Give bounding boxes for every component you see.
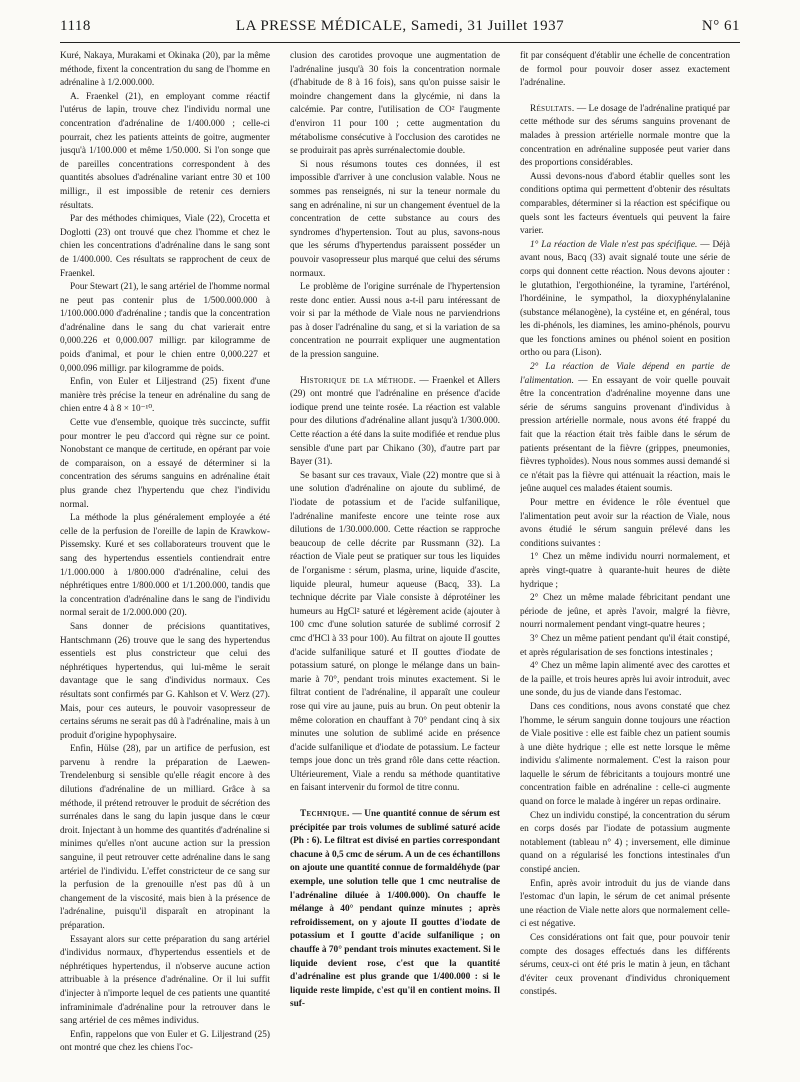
section-gap: [520, 91, 730, 103]
paragraph: A. Fraenkel (21), en employant comme réactif l'utérus de lapin, trouve chez l'individu normal une concentration d'adrénaline de 1/400.000 ; celle-ci pourrait, chez les patients atteints de goitre, augmenter jusqu'à 1/100.000 et même 1/50.000. Si l'on songe que de pareilles concentrations correspondent à des quantités absolues d'adrénaline variant entre 30 et 100 milligr., il est impossible de retenir ces derniers résultats.: [60, 91, 270, 211]
paragraph: Kuré, Nakaya, Murakami et Okinaka (20), par la même méthode, fixent la concentration du sang de l'homme en adrénaline à 1/2.000.000.: [60, 51, 270, 89]
section-heading-resultats: Résultats.: [530, 103, 575, 114]
running-header: [60, 18, 740, 40]
paragraph-text: — Le dosage de l'adrénaline pratiqué par cette méthode sur des sérums sanguins provenant de malades à pression artérielle normale montre que la concentration en adrénaline supposée peut varier dans des proportions considérables.: [520, 103, 730, 169]
paragraph: Aussi devons-nous d'abord établir quelles sont les conditions optima qui permettent d'obtenir des résultats comparables, déterminer si la réaction est spécifique ou quels sont les facteurs éventuels qui peuvent la faire varier.: [520, 171, 730, 237]
header-rule: [60, 42, 740, 43]
paragraph: Enfin, Hülse (28), par un artifice de perfusion, est parvenu à rendre la préparation de Laewen-Trendelenburg si sensible qu'elle réagit encore à des dilutions d'adrénaline de un milliard. Grâce à sa méthode, il prétend retrouver le produit de sécrétion des surrénales dans le sang du lapin jusque dans le cœur droit. Injectant à un homme des quantités d'adrénaline si minimes qu'elles n'ont aucune action sur la pression sanguine, il peut retrouver cette adrénaline dans le sang artériel de l'individu. L'effet constricteur de ce sang sur la perfusion de la grenouille n'est pas dû à un changement de la viscosité, mais bien à la présence de l'adrénaline, puisqu'il disparaît en atropinant la préparation.: [60, 744, 270, 931]
paragraph-text: — En essayant de voir quelle pouvait être la concentration d'adrénaline moyenne dans une série de sérums sanguins provenant d'individus à pression artérielle normale, nous avons été frappé du fait que la réaction était très faible dans le sérum de patients présentant de la fièvre (grippes, pneumonies, fièvres typhoïdes). Nous nous sommes aussi demandé si ce n'était pas la fièvre qui atténuait la réaction, mais le jeûne auquel ces malades étaient soumis.: [520, 375, 730, 495]
paragraph: [520, 239, 730, 361]
paragraph-text: — Déjà avant nous, Bacq (33) avait signalé toute une série de corps qui donnent cette réaction. Nous devons ajouter : le glutathion, l'ergothionéine, la tyramine, l'artérénol, l'hordéinine, le sympathol, la dioxyphénylalanine (substance mélanogène), la cystéine et, en général, tous les di-phénols, les diamines, les amino-phénols, pourvu que les fonctions amines ou phénol soient en position ortho ou para (Lison).: [520, 239, 730, 359]
paragraph: Se basant sur ces travaux, Viale (22) montre que si à une solution d'adrénaline on ajoute du sublimé, de l'iodate de potassium et de l'acide sulfanilique, l'adrénaline manifeste encore une teinte rose aux dilutions de 1/30.000.000. Cette réaction se rapproche beaucoup de celle décrite par Russmann (32). La réaction de Viale peut se pratiquer sur tous les liquides de l'organisme : sérum, plasma, urine, liquide d'ascite, liquide pleural, humeur aqueuse (Bacq, 33). La technique décrite par Viale consiste à déprotéiner les humeurs au HgCl² saturé et légèrement acide (ajouter à 100 cmc d'une solution saturée de sublimé corrosif 2 cmc d'HCl à 33 pour 100). Au filtrat on ajoute II gouttes d'acide sulfanilique saturé et II gouttes d'iodate de potassium saturé, on plonge le mélange dans un bain-marie à 70°, pendant trois minutes exactement. Si le filtrat contient de l'adrénaline, il apparaît une couleur rose qui vire au jaune, puis au brun. On peut obtenir la même coloration en chauffant à 70° pendant cinq à six minutes une solution de sublimé acide en présence d'acide sulfanilique et d'iodate de potassium. Le facteur temps joue donc un très grand rôle dans cette réaction. Ultérieurement, Viale a rendu sa méthode quantitative en faisant intervenir du formol de titre connu.: [290, 470, 500, 794]
paragraph: Si nous résumons toutes ces données, il est impossible d'arriver à une conclusion valable. Nous ne sommes pas renseignés, ni sur la teneur normale du sang en adrénaline, ni sur un changement éventuel de la concentration de cette substance au cours des syndromes d'hypertension. Tout au plus, savons-nous que les sérums d'hypertendus paraissent posséder un pouvoir vasopresseur plus marqué que celui des sérums normaux.: [290, 159, 500, 279]
section-heading-historique: Historique de la méthode.: [300, 375, 417, 386]
paragraph: Essayant alors sur cette préparation du sang artériel d'individus normaux, d'hypertendus essentiels et de néphrétiques hypertendus, il n'observe aucune action attribuable à la présence d'adrénaline. Or il lui suffit d'injecter à n'importe lequel de ces patients une quantité inframinimale d'adrénaline pour la retrouver dans le sang artériel de ces mêmes individus.: [60, 934, 270, 1027]
section-gap: [290, 363, 500, 375]
subsection-title: 2° La réaction de Viale dépend en partie de l'alimentation.: [520, 362, 730, 386]
paragraph: Pour Stewart (21), le sang artériel de l'homme normal ne peut pas contenir plus de 1/500.000.000 à 1/100.000.000 d'adrénaline ; tandis que la concentration d'adrénaline dans le sang du chat varierait entre 0,000.226 et 0,000.007 milligr. par kilogramme de poids d'animal, et pour le chien entre 0,000.227 et 0,000.096 milligr. par kilogramme de poids.: [60, 282, 270, 374]
column-2: [290, 50, 500, 1070]
paragraph: La méthode la plus généralement employée a été celle de la perfusion de l'oreille de lapin de Krawkow-Pissemsky. Kuré et ses collaborateurs trouvent que le sang des hypertendus essentiels contiendrait entre 1/1.000.000 à 1/800.000 d'adrénaline, celui des néphrétiques entre 1/800.000 et 1/1.200.000, tandis que la concentration d'adrénaline dans le sang de l'individu normal serait de 1/2.000.000 (20).: [60, 513, 270, 619]
issue-number: N° 61: [701, 18, 740, 34]
paragraph: clusion des carotides provoque une augmentation de l'adrénaline jusqu'à 30 fois la concentration normale (d'habitude de 8 à 16 fois), sans qu'on puisse saisir le moindre changement dans la glycémie, ni dans la calcémie. Par contre, l'utilisation de CO² l'augmente d'environ 11 pour 100 ; cette augmentation du métabolisme consécutive à l'occlusion des carotides ne se produirait pas après surrénalectomie double.: [290, 51, 500, 157]
paragraph: Sans donner de précisions quantitatives, Hantschmann (26) trouve que le sang des hypertendus essentiels est plus constricteur que celui des néphrétiques hypertendus, qui lui-même le serait davantage que le sang d'individus normaux. Ces résultats sont confirmés par G. Kahlson et V. Werz (27). Mais, pour ces auteurs, le pouvoir vasopresseur de certains sérums ne serait pas dû à l'adrénaline, mais à un produit d'origine hypophysaire.: [60, 621, 270, 741]
paragraph: [290, 808, 500, 1012]
page-number: 1118: [60, 18, 91, 34]
subsection-title: 1° La réaction de Viale n'est pas spécifique.: [530, 239, 698, 250]
list-item: 2° Chez un même malade fébricitant pendant une période de jeûne, et après l'avoir, malgré la fièvre, nourri normalement pendant vingt-quatre heures ;: [520, 593, 730, 631]
paragraph-text: — Une quantité connue de sérum est précipitée par trois volumes de sublimé saturé acide (Ph : 6). Le filtrat est divisé en parties correspondant chacune à 0,5 cmc de sérum. A un de ces échantillons on ajoute une quantité connue de formaldéhyde (par exemple, une solution telle que 1 cmc neutralise de l'adrénaline diluée à 1/400.000). On chauffe le mélange à 40° pendant quinze minutes ; après refroidissement, on y ajoute II gouttes d'iodate de potassium et I goutte d'acide sulfanilique ; on chauffe à 70° pendant trois minutes exactement. Si le liquide devient rose, c'est que la quantité d'adrénaline est plus grande que 1/400.000 : si le liquide reste limpide, c'est qu'il en contient moins. Il suf-: [290, 809, 500, 1010]
paragraph: Enfin, rappelons que von Euler et G. Liljestrand (25) ont montré que chez les chiens l'oc-: [60, 1029, 270, 1054]
paragraph: Cette vue d'ensemble, quoique très succincte, suffit pour montrer le peu d'accord qui règne sur ce point. Nonobstant ce manque de certitude, en opérant par voie de comparaison, on a essayé de déterminer si la concentration des sérums sanguins en adrénaline était plus grande chez l'hypertendu que chez l'individu normal.: [60, 418, 270, 510]
column-3: [520, 50, 730, 1070]
paragraph: Ces considérations ont fait que, pour pouvoir tenir compte des dosages effectués dans les différents sérums, ceux-ci ont été pris le matin à jeun, en tâchant d'éviter ceux provenant d'individus chroniquement constipés.: [520, 933, 730, 998]
paragraph-text: — Fraenkel et Allers (29) ont montré que l'adrénaline en présence d'acide iodique prend une teinte rosée. La réaction est valable pour des dilutions d'adrénaline allant jusqu'à 1/300.000. Cette réaction a été dans la suite modifiée et rendue plus sensible d'une part par Chikano (30), d'autre part par Bayer (31).: [290, 375, 500, 468]
paragraph: Le problème de l'origine surrénale de l'hypertension reste donc entier. Aussi nous a-t-il paru intéressant de voir si par la méthode de Viale nous ne parviendrions pas à doser l'adrénaline du sang, et si la variation de sa concentration ne pourrait expliquer une augmentation de la pression sanguine.: [290, 282, 500, 361]
list-item: 1° Chez un même individu nourri normalement, et après vingt-quatre à quarante-huit heures de diète hydrique ;: [520, 552, 730, 590]
paragraph: [520, 103, 730, 171]
list-item: 3° Chez un même patient pendant qu'il était constipé, et après régularisation de ses fonctions intestinales ;: [520, 633, 730, 658]
list-item: 4° Chez un même lapin alimenté avec des carottes et de la paille, et trois heures après lui avoir introduit, avec une sonde, du jus de viande dans l'estomac.: [520, 661, 730, 699]
paragraph: [520, 361, 730, 497]
section-heading-technique: Technique.: [300, 809, 350, 820]
paragraph: Pour mettre en évidence le rôle éventuel que l'alimentation peut avoir sur la réaction de Viale, nous avons étudié le sérum sanguin prélevé dans les conditions suivantes :: [520, 498, 730, 549]
paragraph: Enfin, après avoir introduit du jus de viande dans l'estomac d'un lapin, le sérum de cet animal présente une réaction de Viale nette alors que normalement celle-ci est négative.: [520, 878, 730, 930]
column-1: [60, 50, 270, 1070]
journal-title: LA PRESSE MÉDICALE, Samedi, 31 Juillet 1937: [235, 18, 565, 34]
paragraph: [290, 375, 500, 470]
paragraph: fit par conséquent d'établir une échelle de concentration de formol pour pouvoir doser assez exactement l'adrénaline.: [520, 51, 730, 89]
paragraph: Enfin, von Euler et Liljestrand (25) fixent d'une manière très précise la teneur en adrénaline du sang de chien entre 4 à 8 × 10⁻¹⁰.: [60, 377, 270, 415]
paragraph: Dans ces conditions, nous avons constaté que chez l'homme, le sérum sanguin donne toujours une réaction de Viale positive : elle est faible chez un patient soumis à une diète hydrique ; elle est nette lorsque le même individu s'alimente normalement. C'est la raison pour laquelle le sérum de fébricitants a toujours montré une concentration faible en adrénaline : celle-ci augmente quand on force le malade à ingérer un repas ordinaire.: [520, 701, 730, 808]
section-gap: [290, 796, 500, 808]
paragraph: Chez un individu constipé, la concentration du sérum en corps dosés par l'iodate de potassium augmente notablement (tableau n° 4) ; inversement, elle diminue quand on a régularisé les fonctions intestinales d'un constipé ancien.: [520, 810, 730, 876]
paragraph: Par des méthodes chimiques, Viale (22), Crocetta et Doglotti (23) ont trouvé que chez l'homme et chez le chien les concentrations d'adrénaline dans le sang sont de 1/400.000. Ces résultats se rapprochent de ceux de Fraenkel.: [60, 214, 270, 279]
